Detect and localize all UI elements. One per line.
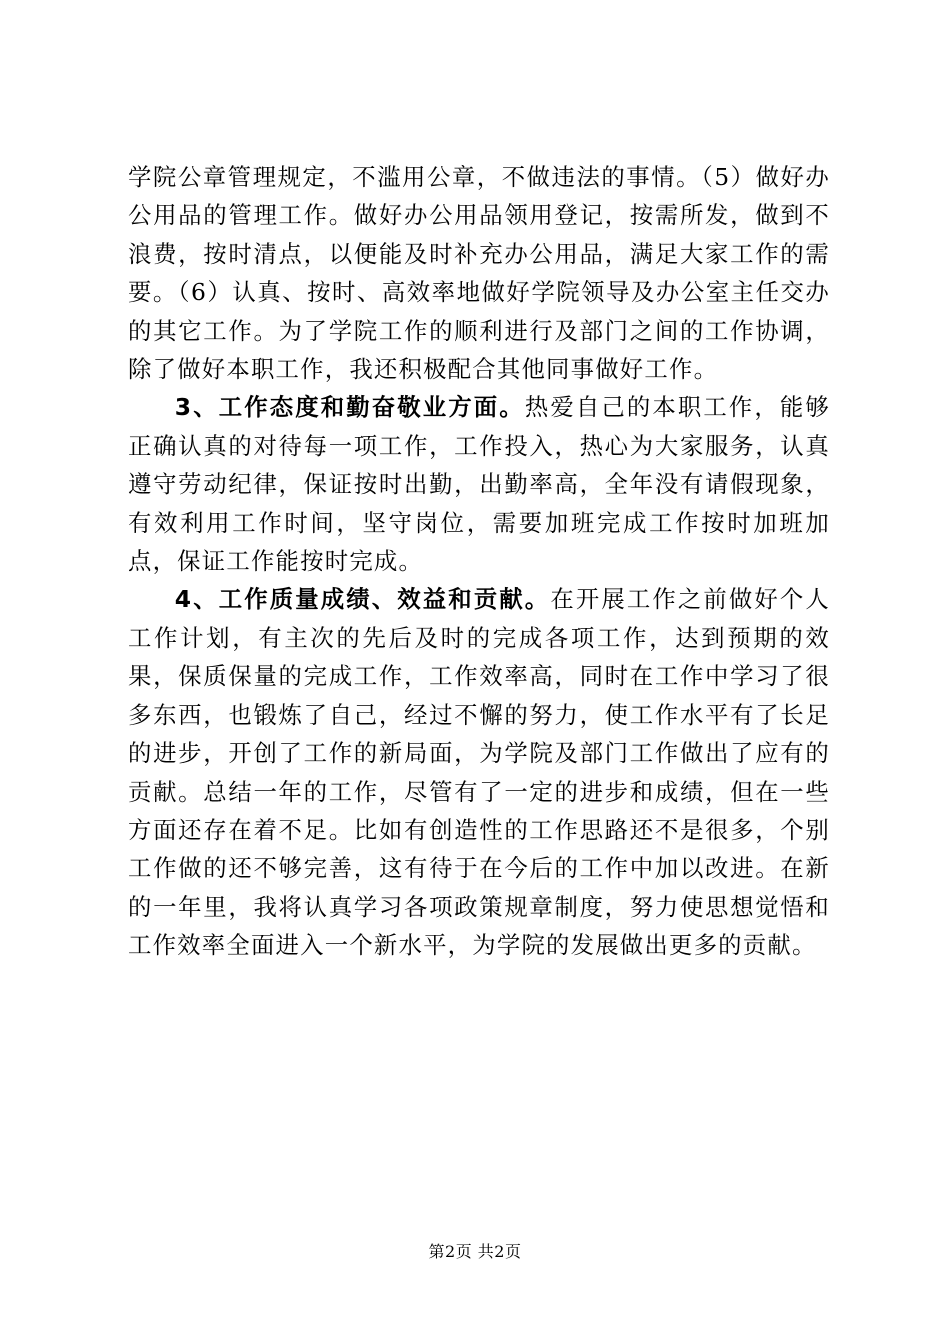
- paragraph-heading: 3、工作态度和勤奋敬业方面。: [174, 393, 525, 422]
- paragraph-continuation: [128, 158, 830, 388]
- paragraph-heading: 4、工作质量成绩、效益和贡献。: [174, 585, 551, 614]
- document-body: [128, 158, 830, 965]
- paragraph-work-quality: [128, 580, 830, 964]
- paragraph-text: 热爱自己的本职工作，能够正确认真的对待每一项工作，工作投入，热心为大家服务，认真遵守劳动纪律，保证按时出勤，出勤率高，全年没有请假现象，有效利用工作时间，坚守岗位，需要加班完成工作按时加班加点，保证工作能按时完成。: [128, 393, 830, 576]
- paragraph-text: 学院公章管理规定，不滥用公章，不做违法的事情。（5）做好办公用品的管理工作。做好办公用品领用登记，按需所发，做到不浪费，按时清点，以便能及时补充办公用品，满足大家工作的需要。（6）认真、按时、高效率地做好学院领导及办公室主任交办的其它工作。为了学院工作的顺利进行及部门之间的工作协调，除了做好本职工作，我还积极配合其他同事做好工作。: [128, 163, 830, 384]
- page-number-footer: 第2页 共2页: [428, 1242, 522, 1261]
- paragraph-text: 在开展工作之前做好个人工作计划，有主次的先后及时的完成各项工作，达到预期的效果，保质保量的完成工作，工作效率高，同时在工作中学习了很多东西，也锻炼了自己，经过不懈的努力，使工作水平有了长足的进步，开创了工作的新局面，为学院及部门工作做出了应有的贡献。总结一年的工作，尽管有了一定的进步和成绩，但在一些方面还存在着不足。比如有创造性的工作思路还不是很多，个别工作做的还不够完善，这有待于在今后的工作中加以改进。在新的一年里，我将认真学习各项政策规章制度，努力使思想觉悟和工作效率全面进入一个新水平，为学院的发展做出更多的贡献。: [128, 585, 830, 960]
- paragraph-work-attitude: [128, 388, 830, 580]
